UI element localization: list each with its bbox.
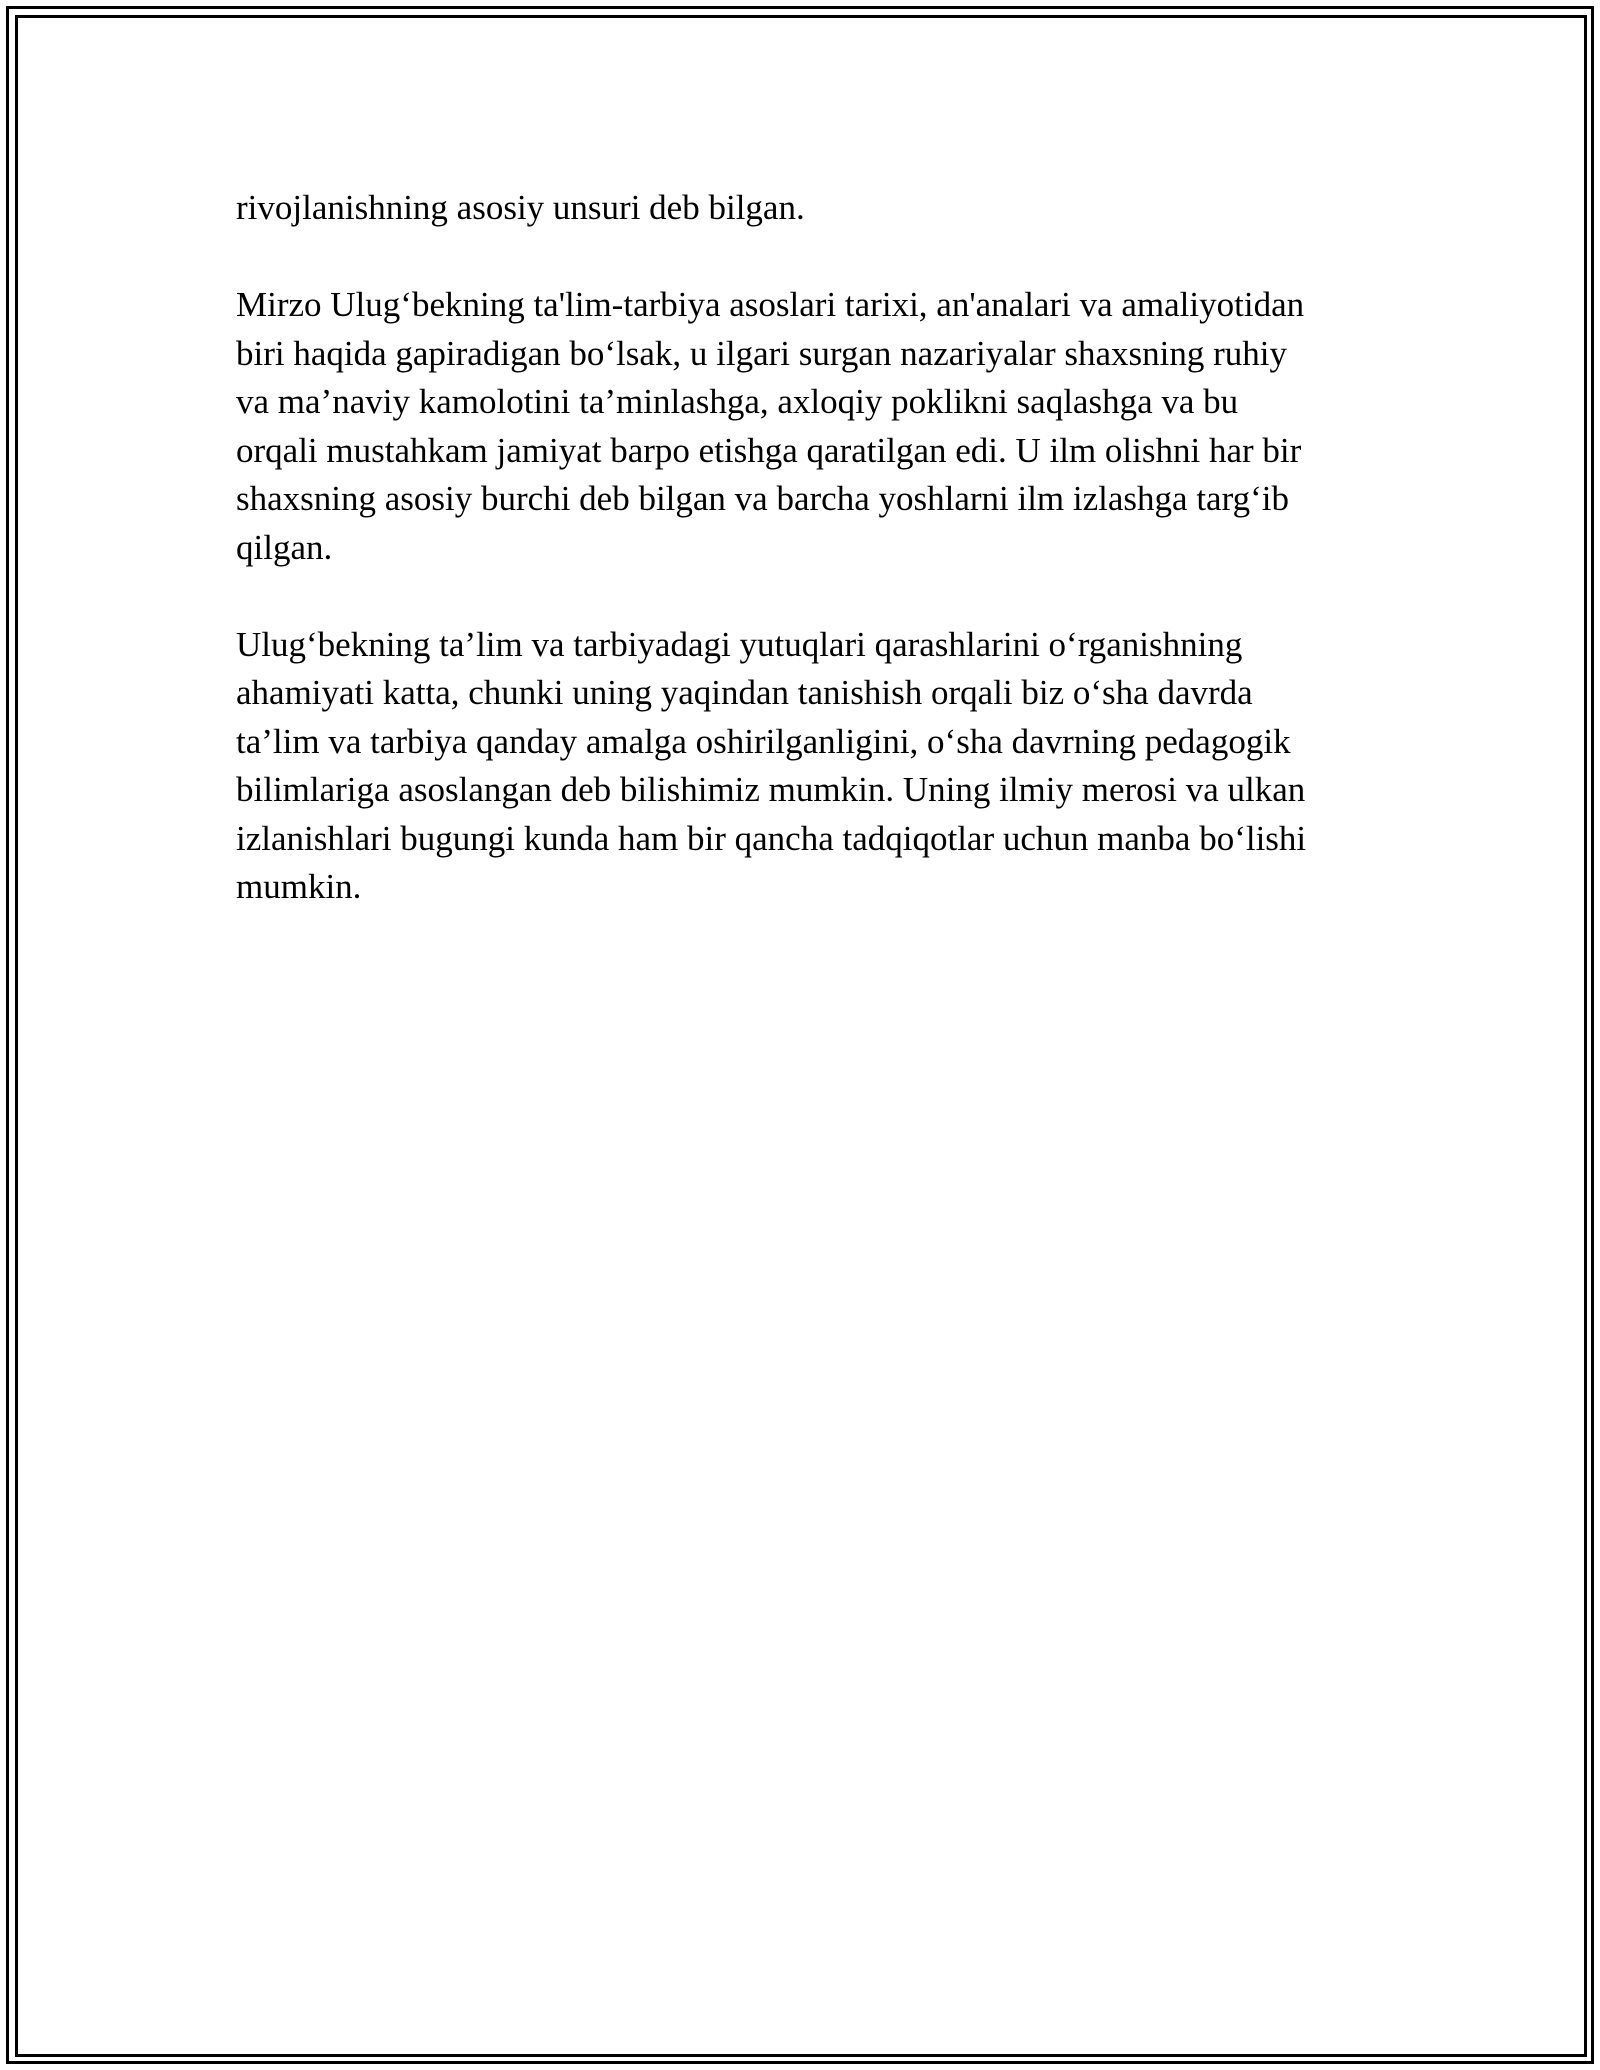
paragraph-2: Mirzo Ulug‘bekning ta'lim-tarbiya asoslari tarixi, an'analari va amaliyotidan biri haqida gapiradigan bo‘lsak, u ilgari surgan nazariyalar shaxsning ruhiy va ma’naviy kamolotini ta’minlashga, axloqiy poklikni saqlashga va bu orqali mustahkam jamiyat barpo etishga qaratilgan edi. U ilm olishni har bir shaxsning asosiy burchi deb bilgan va barcha yoshlarni ilm izlashga targ‘ib qilgan.: [236, 285, 1305, 567]
document-body: [236, 184, 1364, 912]
paragraph-1: rivojlanishning asosiy unsuri deb bilgan.: [236, 188, 805, 227]
paragraph-3: Ulug‘bekning ta’lim va tarbiyadagi yutuqlari qarashlarini o‘rganishning ahamiyati katta, chunki uning yaqindan tanishish orqali biz o‘sha davrda ta’lim va tarbiya qanday amalga oshirilganligini, o‘sha davrning pedagogik bilimlariga asoslangan deb bilishimiz mumkin. Uning ilmiy merosi va ulkan izlanishlari bugungi kunda ham bir qancha tadqiqotlar uchun manba bo‘lishi mumkin.: [236, 624, 1307, 906]
